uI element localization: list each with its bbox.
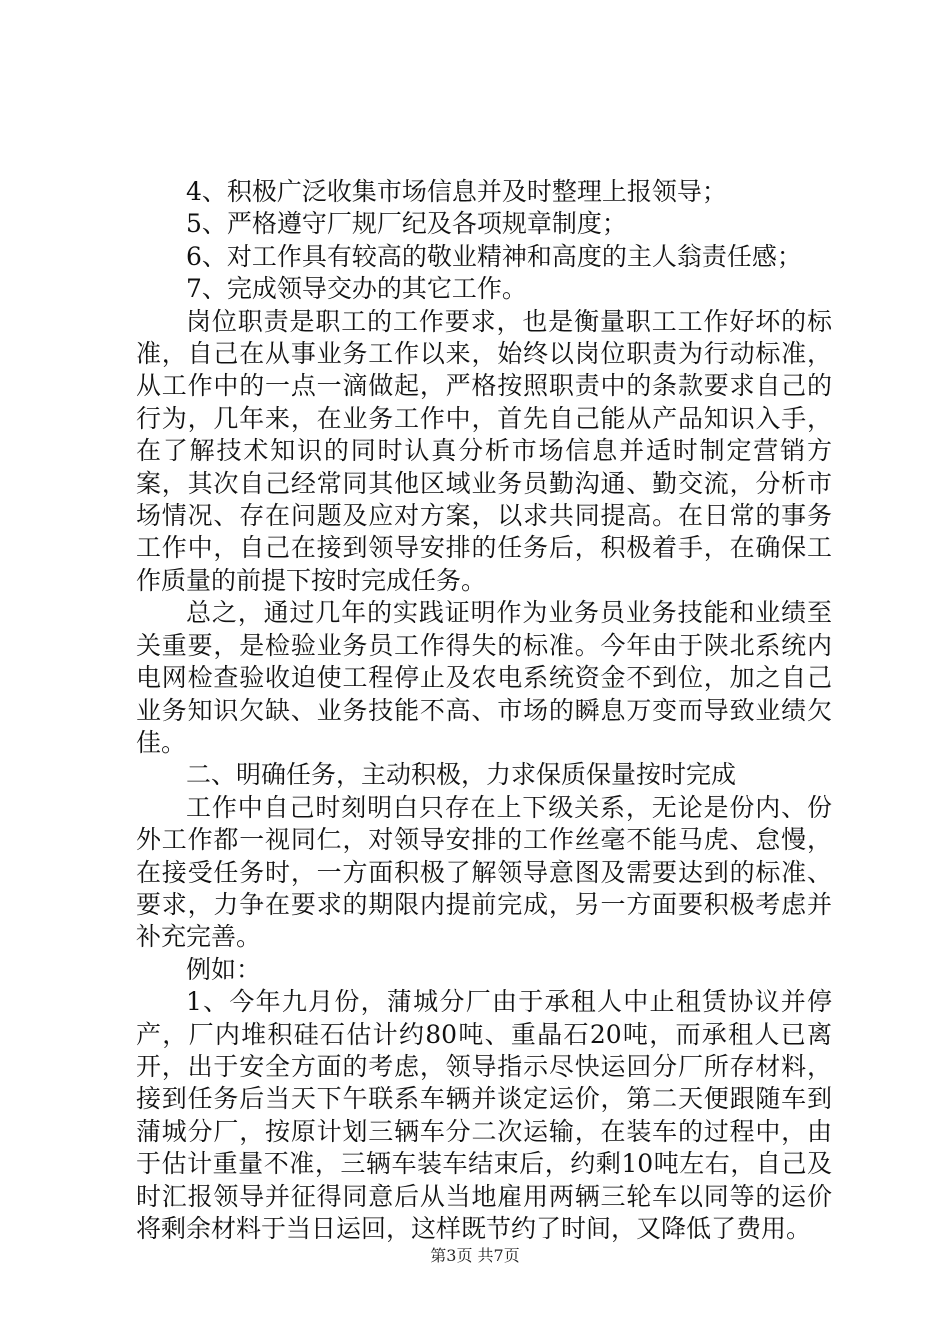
body-paragraph-responsibilities: 岗位职责是职工的工作要求，也是衡量职工工作好坏的标准，自己在从事业务工作以来，始终以岗位职责为行动标准，从工作中的一点一滴做起，严格按照职责中的条款要求自己的行为，几年来，在业务工作中，首先自己能从产品知识入手，在了解技术知识的同时认真分析市场信息并适时制定营销方案，其次自己经常同其他区域业务员勤沟通、勤交流，分析市场情况、存在问题及应对方案，以求共同提高。在日常的事务工作中，自己在接到领导安排的任务后，积极着手，在确保工作质量的前提下按时完成任务。 xyxy=(136,306,832,595)
example-label: 例如： xyxy=(186,954,262,984)
document-body xyxy=(136,176,832,1245)
section-heading-2: 二、明确任务，主动积极，力求保质保量按时完成 xyxy=(186,760,737,790)
duty-item-6: 6、对工作具有较高的敬业精神和高度的主人翁责任感； xyxy=(186,241,802,271)
page-number: 第3页 共7页 xyxy=(430,1246,520,1265)
duty-item-5: 5、严格遵守厂规厂纪及各项规章制度； xyxy=(186,209,627,239)
body-paragraph-summary: 总之，通过几年的实践证明作为业务员业务技能和业绩至关重要，是检验业务员工作得失的标准。今年由于陕北系统内电网检查验收迫使工程停止及农电系统资金不到位，加之自己业务知识欠缺、业务技能不高、市场的瞬息万变而导致业绩欠佳。 xyxy=(136,598,832,757)
example-item-1: 1、今年九月份，蒲城分厂由于承租人中止租赁协议并停产，厂内堆积硅石估计约80吨、重晶石20吨，而承租人已离开，出于安全方面的考虑，领导指示尽快运回分厂所存材料，接到任务后当天下午联系车辆并谈定运价，第二天便跟随车到蒲城分厂，按原计划三辆车分二次运输，在装车的过程中，由于估计重量不准，三辆车装车结束后，约剩10吨左右，自己及时汇报领导并征得同意后从当地雇用两辆三轮车以同等的运价将剩余材料于当日运回，这样既节约了时间，又降低了费用。 xyxy=(136,987,832,1243)
duty-item-4: 4、积极广泛收集市场信息并及时整理上报领导； xyxy=(186,177,727,206)
body-paragraph-attitude: 工作中自己时刻明白只存在上下级关系，无论是份内、份外工作都一视同仁，对领导安排的工作丝毫不能马虎、怠慢，在接受任务时，一方面积极了解领导意图及需要达到的标准、要求，力争在要求的期限内提前完成，另一方面要积极考虑并补充完善。 xyxy=(136,792,832,952)
duty-item-7: 7、完成领导交办的其它工作。 xyxy=(186,274,527,304)
